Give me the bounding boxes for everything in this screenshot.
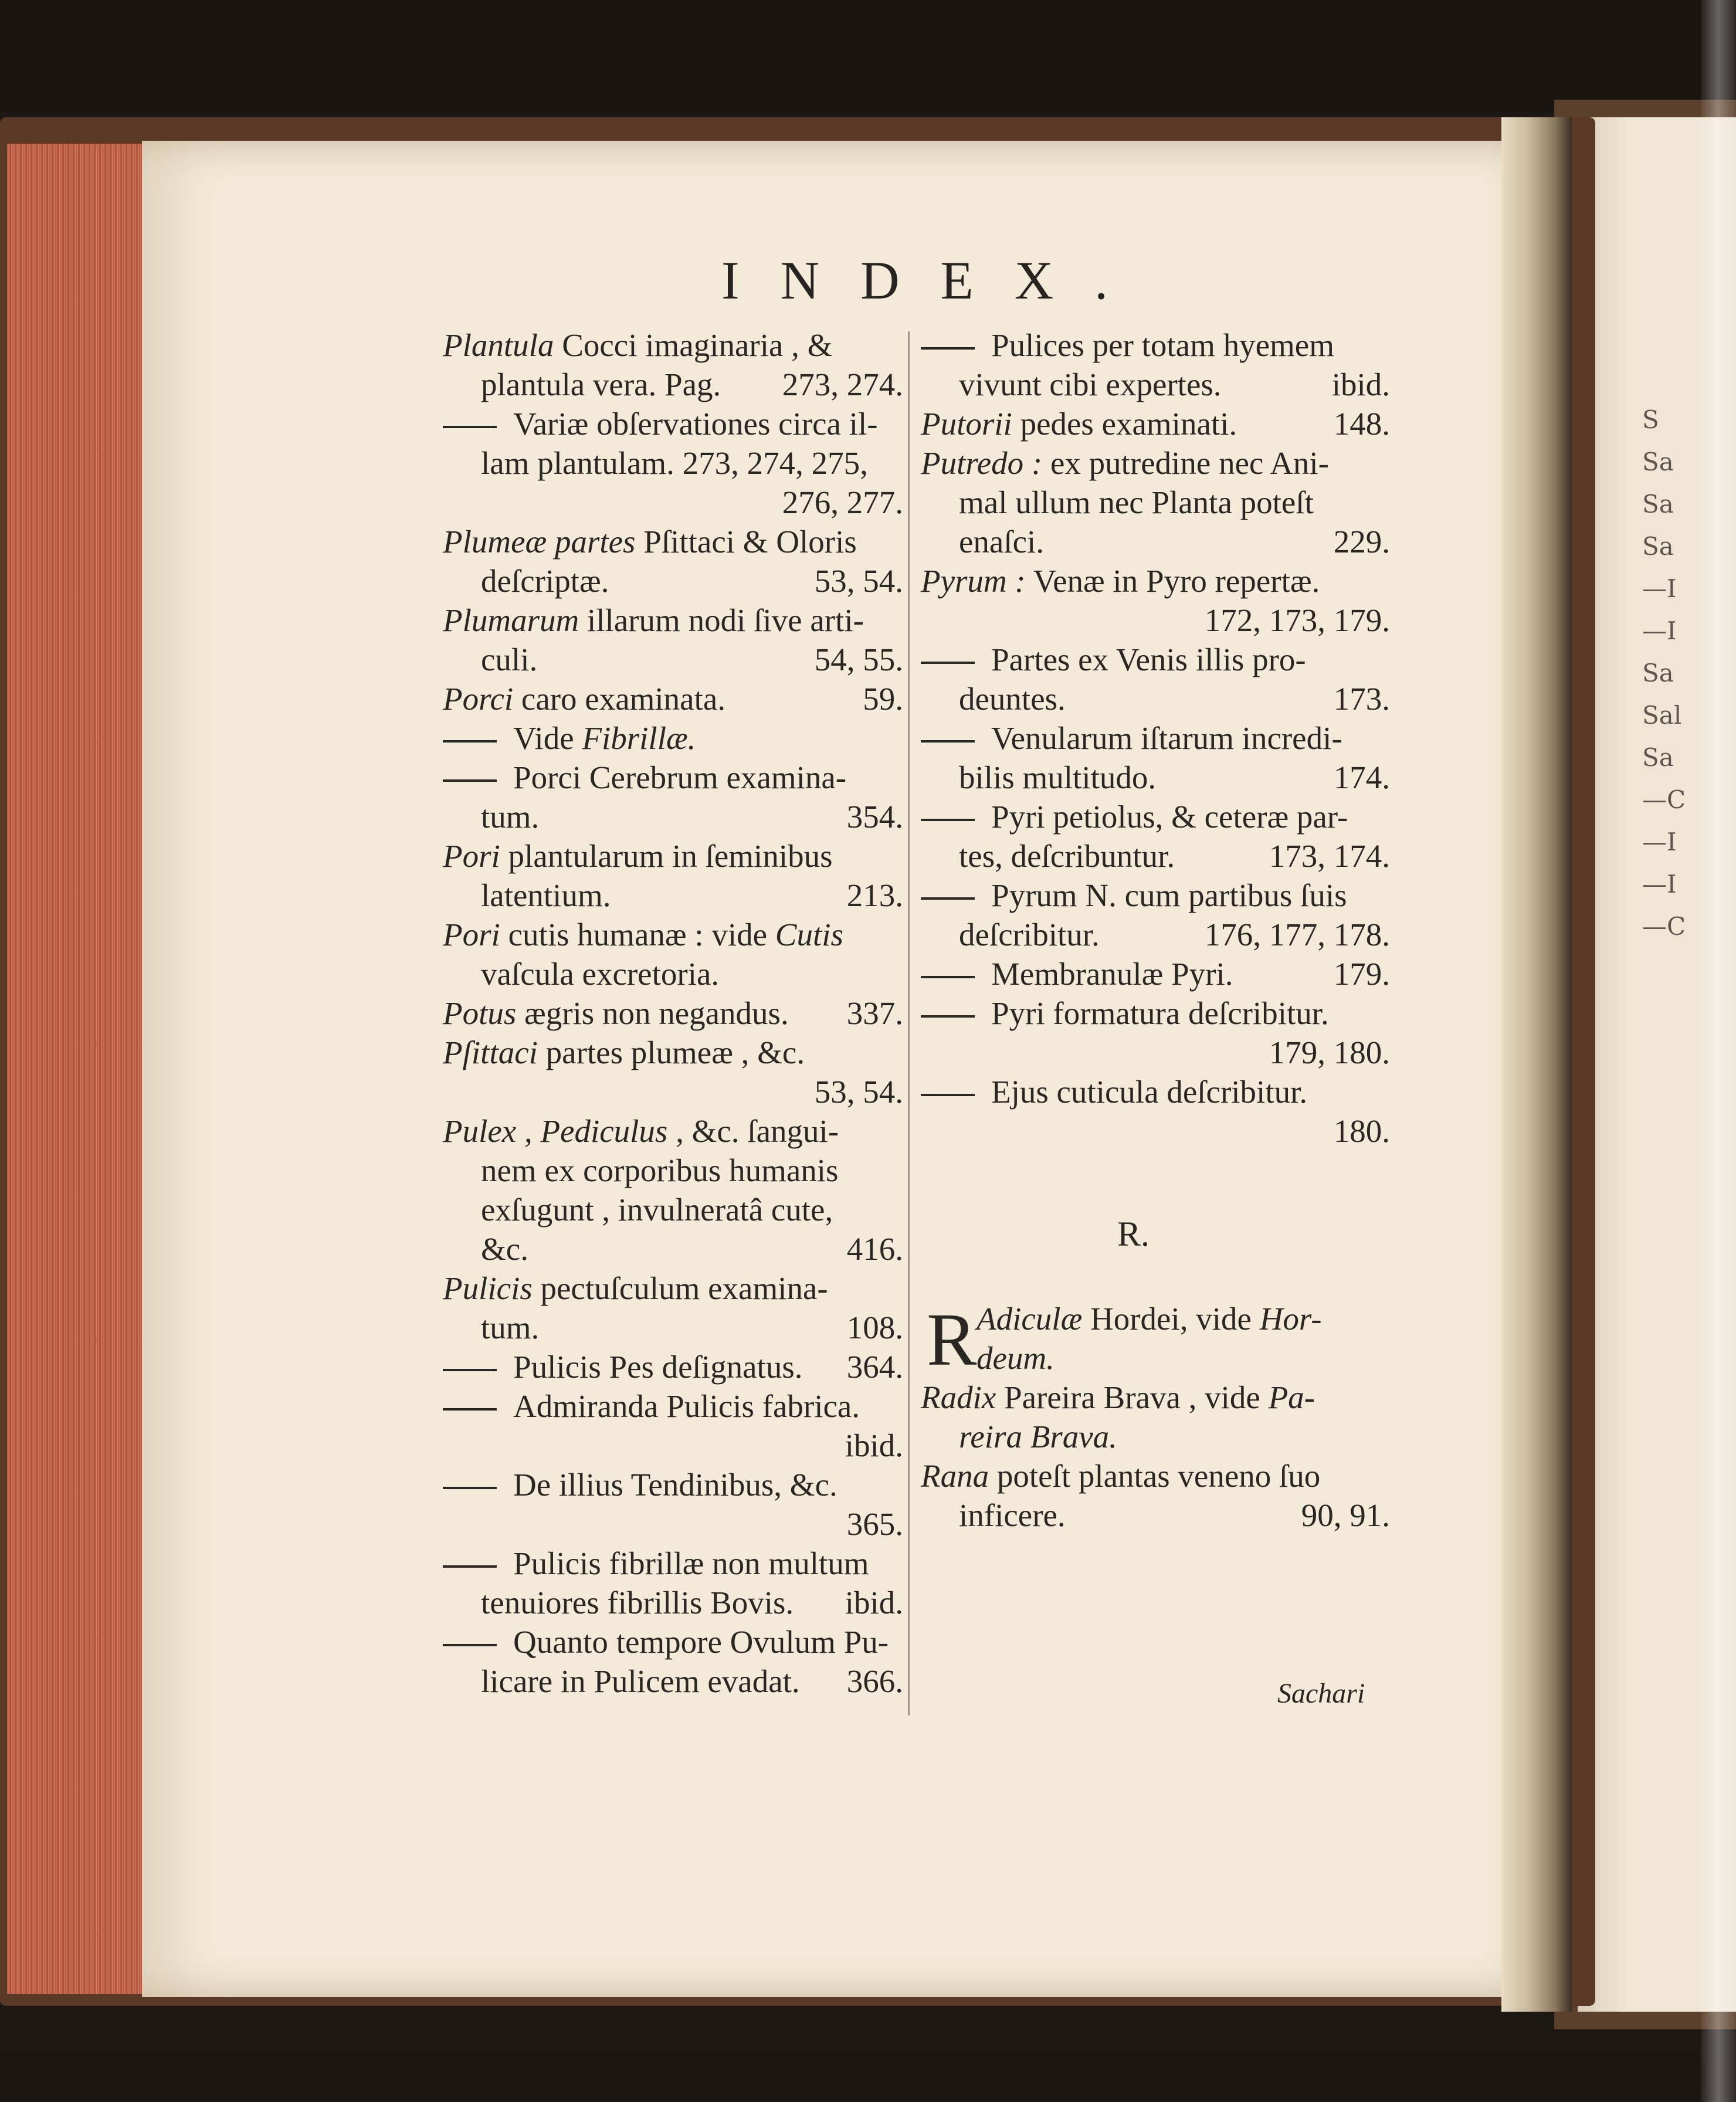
entry-line [443, 1426, 903, 1465]
page-reference: 90, 91. [1301, 1497, 1390, 1533]
page-edges [7, 144, 144, 1994]
entry-text: &c. ſangui- [683, 1113, 839, 1149]
index-entry [443, 1269, 903, 1347]
entry-text: deſcribitur. [959, 917, 1100, 952]
entry-line [921, 404, 1390, 443]
page-reference: 276, 277. [782, 484, 903, 520]
entry-line [443, 1269, 903, 1308]
entry-text: Admiranda Pulicis fabrica. [513, 1388, 860, 1424]
entry-line [443, 1622, 903, 1662]
entry-line [443, 1151, 903, 1190]
entry-line [443, 601, 903, 640]
entry-text: inficere. [959, 1497, 1066, 1533]
page-reference: 176, 177, 178. [1204, 917, 1390, 952]
index-entry [443, 1622, 903, 1701]
dash-rule [443, 1369, 497, 1371]
entry-text: latentium. [481, 877, 611, 913]
dash-rule [443, 740, 497, 743]
entry-text: deſcriptæ. [481, 563, 609, 599]
page-reference: ibid. [1331, 367, 1390, 402]
page-reference: 366. [846, 1663, 903, 1699]
index-entry [921, 1072, 1390, 1151]
entry-text: cutis humanæ : vide [500, 917, 775, 952]
entry-line [443, 758, 903, 797]
dash-rule [443, 1565, 497, 1568]
headword: Putorii [921, 406, 1012, 442]
entry-line [921, 679, 1390, 718]
entry-text: Pyrum N. cum partibus ſuis [991, 877, 1347, 913]
headword: Rana [921, 1458, 989, 1494]
cross-reference: Pa- [1268, 1379, 1315, 1415]
entry-text: ex putredine nec Ani- [1042, 445, 1329, 481]
entry-text: Pſittaci & Oloris [635, 524, 857, 560]
entry-line [443, 1111, 903, 1151]
page-reference: 337. [846, 995, 903, 1031]
entry-text: tum. [481, 799, 540, 835]
entry-line [443, 1033, 903, 1072]
drop-cap: R [927, 1298, 977, 1381]
entry-line [443, 954, 903, 994]
page-reference: 174. [1333, 760, 1390, 795]
page-reference: 173. [1333, 681, 1390, 717]
page-reference: 59. [863, 681, 903, 717]
entry-text: &c. [481, 1231, 528, 1267]
entry-text: Pulices per totam hyemem [991, 327, 1334, 363]
entry-line [921, 1338, 1390, 1378]
index-entry [443, 1386, 903, 1465]
page-reference: 365. [846, 1506, 903, 1542]
facing-page-text: S Sa Sa Sa —I —I Sa Sal Sa —C —I —I —C [1642, 405, 1686, 941]
catchword: Sachari [1277, 1678, 1365, 1709]
entry-line [921, 1456, 1390, 1496]
headword: Pulex , Pediculus , [443, 1113, 684, 1149]
page-reference: ibid. [845, 1585, 903, 1620]
dash-rule [443, 1408, 497, 1411]
cross-reference: deum. [976, 1340, 1055, 1376]
entry-line [443, 1504, 903, 1544]
column-rule [908, 331, 910, 1715]
entry-text: Pulicis fibrillæ non multum [513, 1545, 869, 1581]
entry-text: culi. [481, 642, 538, 677]
index-entry [921, 876, 1390, 954]
entry-line [921, 483, 1390, 522]
index-entry [443, 404, 903, 522]
page-reference: 179, 180. [1269, 1035, 1390, 1070]
entry-text: pedes examinati. [1012, 406, 1237, 442]
entry-text: mal ullum nec Planta poteſt [959, 484, 1314, 520]
entry-line [443, 1190, 903, 1229]
entry-text: Ejus cuticula deſcribitur. [991, 1074, 1308, 1110]
index-entry [443, 915, 903, 994]
headword: Porci [443, 681, 514, 717]
left-column [443, 326, 903, 1701]
page-reference: 54, 55. [814, 642, 903, 677]
entry-text: Venularum iſtarum incredi- [991, 720, 1342, 756]
entry-line [921, 640, 1390, 679]
index-entry [443, 1033, 903, 1111]
entry-text: nem ex corporibus humanis [481, 1152, 839, 1188]
index-entry [921, 640, 1390, 718]
entry-line [443, 1583, 903, 1622]
page-reference: 180. [1333, 1113, 1390, 1149]
page-gutter [1501, 117, 1572, 2012]
dash-rule [921, 347, 975, 350]
cross-reference: Cutis [775, 917, 843, 952]
entry-line [921, 326, 1390, 365]
entry-line [921, 1496, 1390, 1535]
index-entry [921, 1456, 1390, 1535]
dash-rule [921, 1094, 975, 1096]
index-entry [443, 679, 903, 718]
top-dark-strip [0, 0, 1736, 111]
dash-rule [921, 819, 975, 821]
page-reference: 364. [846, 1349, 903, 1385]
entry-line [921, 954, 1390, 994]
entry-text: Porci Cerebrum examina- [513, 760, 847, 795]
index-entry [443, 718, 903, 758]
index-entry [443, 1465, 903, 1544]
entry-text: deuntes. [959, 681, 1066, 717]
entry-line [443, 1072, 903, 1111]
entry-text: enaſci. [959, 524, 1045, 560]
entry-line [443, 404, 903, 443]
index-entry [921, 404, 1390, 443]
entry-line [921, 1417, 1390, 1456]
page-reference: 229. [1333, 524, 1390, 560]
entry-line [443, 994, 903, 1033]
entry-text: Pyri petiolus, & ceteræ par- [991, 799, 1348, 835]
entry-text: plantularum in ſeminibus [500, 838, 833, 874]
entry-text: pectuſculum examina- [532, 1270, 828, 1306]
index-entry [443, 1544, 903, 1622]
page-reference: 354. [846, 799, 903, 835]
section-letter: R. [1117, 1215, 1150, 1253]
page-reference: 179. [1333, 956, 1390, 992]
entry-text: Membranulæ Pyri. [991, 956, 1233, 992]
page-reference: 108. [846, 1310, 903, 1345]
entry-text: plantula vera. Pag. [481, 367, 721, 402]
entry-line [921, 522, 1390, 561]
entry-line [443, 1662, 903, 1701]
index-entry [443, 994, 903, 1033]
headword: Radix [921, 1379, 996, 1415]
dash-rule [443, 1487, 497, 1489]
entry-line [921, 1299, 1390, 1338]
page-reference: 213. [846, 877, 903, 913]
entry-text: De illius Tendinibus, &c. [513, 1467, 838, 1503]
headword: Putredo : [921, 445, 1043, 481]
entry-line [921, 561, 1390, 601]
index-entry [921, 994, 1390, 1072]
index-entry [921, 954, 1390, 994]
index-entry [443, 1111, 903, 1269]
entry-line [921, 1033, 1390, 1072]
entry-line [921, 601, 1390, 640]
entry-text: licare in Pulicem evadat. [481, 1663, 800, 1699]
r-section [921, 1299, 1390, 1535]
entry-text: vivunt cibi expertes. [959, 367, 1222, 402]
headword: Plumeæ partes [443, 524, 636, 560]
entry-text: lam plantulam. 273, 274, 275, [481, 445, 868, 481]
dash-rule [921, 740, 975, 743]
entry-text: Hordei, vide [1082, 1301, 1260, 1337]
entry-line [921, 915, 1390, 954]
headword: Pori [443, 838, 500, 874]
entry-line [921, 1378, 1390, 1417]
entry-line [443, 365, 903, 404]
dash-rule [921, 976, 975, 978]
entry-line [921, 994, 1390, 1033]
entry-text: vaſcula excretoria. [481, 956, 720, 992]
entry-line [443, 1465, 903, 1504]
index-entry [921, 718, 1390, 797]
entry-line [921, 443, 1390, 483]
entry-line [443, 640, 903, 679]
cross-reference: Hor- [1259, 1301, 1322, 1337]
dash-rule [921, 662, 975, 664]
entry-line [921, 797, 1390, 836]
entry-line [443, 443, 903, 483]
entry-text: Pyri formatura deſcribitur. [991, 995, 1329, 1031]
page-reference: 53, 54. [814, 1074, 903, 1110]
entry-text: Cocci imaginaria , & [554, 327, 833, 363]
entry-line [443, 1544, 903, 1583]
entry-line [443, 1347, 903, 1386]
dash-rule [443, 1644, 497, 1646]
entry-text: bilis multitudo. [959, 760, 1157, 795]
entry-line [443, 561, 903, 601]
entry-line [443, 797, 903, 836]
entry-text: Quanto tempore Ovulum Pu- [513, 1624, 889, 1660]
entry-text: Partes ex Venis illis pro- [991, 642, 1306, 677]
entry-line [443, 679, 903, 718]
dash-rule [443, 779, 497, 782]
index-entry [921, 443, 1390, 561]
headword: Plantula [443, 327, 554, 363]
page-reference: 148. [1333, 406, 1390, 442]
entry-line [443, 836, 903, 876]
entry-text: ægris non negandus. [516, 995, 789, 1031]
index-entry [443, 601, 903, 679]
entry-text: illarum nodi ſive arti- [579, 602, 864, 638]
headword: Pori [443, 917, 500, 952]
right-column [921, 326, 1390, 1533]
glass-weight-bar [1701, 0, 1736, 2102]
page-reference: 53, 54. [814, 563, 903, 599]
headword: Adiculæ [976, 1301, 1083, 1337]
entry-line [443, 1308, 903, 1347]
entry-line [921, 365, 1390, 404]
entry-line [921, 758, 1390, 797]
index-entry [443, 522, 903, 601]
entry-line [921, 1111, 1390, 1151]
headword: Pulicis [443, 1270, 533, 1306]
entry-line [921, 1072, 1390, 1111]
entry-line [443, 915, 903, 954]
entry-text: tenuiores fibrillis Bovis. [481, 1585, 794, 1620]
entry-text: caro examinata. [513, 681, 726, 717]
page-reference: ibid. [845, 1428, 903, 1463]
page-reference: 172, 173, 179. [1204, 602, 1390, 638]
running-head: INDEX. [721, 250, 1150, 310]
index-entry [443, 326, 903, 404]
index-entry [443, 836, 903, 915]
index-entry [921, 1298, 1390, 1381]
entry-text: tes, deſcribuntur. [959, 838, 1175, 874]
dash-rule [921, 897, 975, 900]
entry-line [443, 483, 903, 522]
entry-line [443, 1386, 903, 1426]
entry-text: partes plumeæ , &c. [537, 1035, 805, 1070]
entry-text: Pareira Brava , vide [996, 1379, 1269, 1415]
headword: Pyrum : [921, 563, 1026, 599]
index-entry [921, 797, 1390, 876]
page-reference: 416. [846, 1231, 903, 1267]
index-entry [921, 561, 1390, 640]
entry-line [921, 718, 1390, 758]
entry-line [443, 718, 903, 758]
entry-line [443, 326, 903, 365]
entry-line [443, 522, 903, 561]
headword: Pſittaci [443, 1035, 538, 1070]
entry-line [443, 876, 903, 915]
headword: Plumarum [443, 602, 579, 638]
index-entry [443, 1347, 903, 1386]
entry-text: Pulicis Pes deſignatus. [513, 1349, 803, 1385]
dash-rule [921, 1015, 975, 1018]
entry-text: Venæ in Pyro repertæ. [1025, 563, 1320, 599]
entry-text: exſugunt , invulneratâ cute, [481, 1192, 833, 1228]
entry-text: tum. [481, 1310, 540, 1345]
entry-line [443, 1229, 903, 1269]
cross-reference: Fibrillæ. [582, 720, 696, 756]
page-reference: 273, 274. [782, 367, 903, 402]
index-entry [443, 758, 903, 836]
dash-rule [443, 426, 497, 428]
entry-text: poteſt plantas veneno ſuo [989, 1458, 1321, 1494]
page-reference: 173, 174. [1269, 838, 1390, 874]
entry-text: Variæ obſervationes circa il- [513, 406, 878, 442]
headword: Potus [443, 995, 517, 1031]
entry-line [921, 836, 1390, 876]
entry-text: Vide [513, 720, 582, 756]
index-entry [921, 1378, 1390, 1456]
cross-reference: reira Brava. [959, 1419, 1117, 1455]
entry-line [921, 876, 1390, 915]
index-entry [921, 326, 1390, 404]
